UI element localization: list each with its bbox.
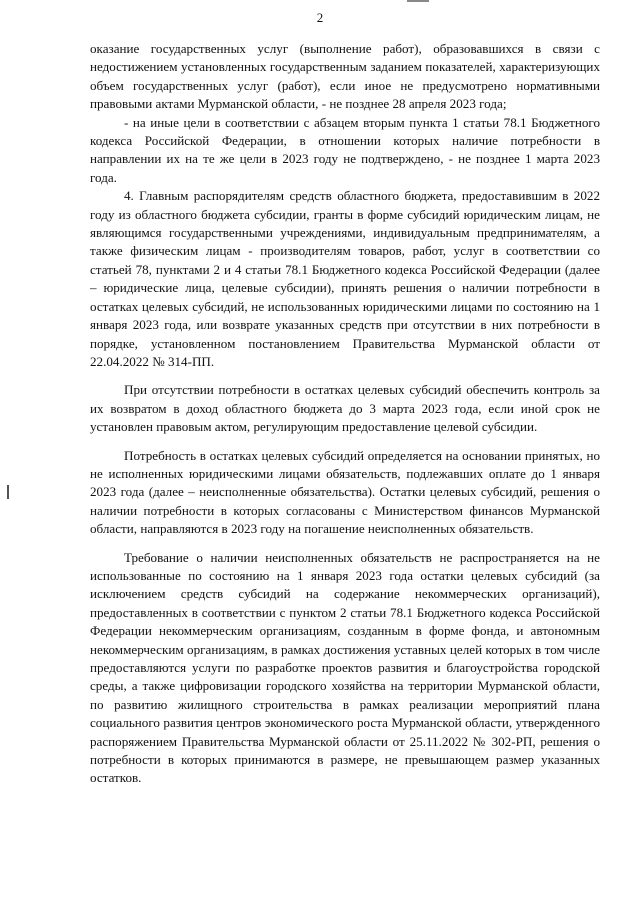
paragraph-return-control: При отсутствии потребности в остатках целевых субсидий обеспечить контроль за их возвратом в доход областного бюджета до 3 марта 2023 года, если иной срок не установлен правовым актом, регулирующим предоставление целевой субсидии. bbox=[90, 382, 600, 435]
page-number: 2 bbox=[316, 10, 324, 25]
scan-mark bbox=[407, 0, 429, 2]
paragraph-item-4: 4. Главным распорядителям средств областного бюджета, предоставившим в 2022 году из областного бюджета субсидии, гранты в форме субсидий юридическим лицам, не являющимся государственными учреждениями, индивидуальным предпринимателям, а также физическим лицам - производителям товаров, работ, услуг в соответствии со статьей 78, пунктами 2 и 4 статьи 78.1 Бюджетного кодекса Российской Федерации (далее – юридические лица, целевые субсидии), принять решения о наличии потребности в остатках целевых субсидий, не использованных юридическими лицами по состоянию на 1 января 2023 года, или возврате указанных средств при отсутствии в них потребности в порядке, установленном постановлением Правительства Мурманской области от 22.04.2022 № 314-ПП. bbox=[90, 188, 600, 369]
paragraph-need-determination: Потребность в остатках целевых субсидий определяется на основании принятых, но не исполненных юридическими лицами обязательств, подлежавших оплате до 1 января 2023 года (далее – неисполненные обязательства). Остатки целевых субсидий, решения о наличии потребности в которых согласованы с Министерством финансов Мурманской области, направляются в 2023 году на погашение неисполненных обязательств. bbox=[90, 447, 600, 537]
paragraph-requirement-exception: Требование о наличии неисполненных обязательств не распространяется на не использованные по состоянию на 1 января 2023 года остатки целевых субсидий (за исключением средств субсидий на содержание некоммерческих организаций), предоставленных в соответствии с пунктом 2 статьи 78.1 Бюджетного кодекса Российской Федерации некоммерческим организациям, созданным в форме фонда, и автономным некоммерческим организациям, в рамках достижения уставных целей которых в том числе предоставляются услуги по разработке проектов развития и благоустройства городской среды, а также цифровизации городского хозяйства на территории Мурманской области, по развитию жилищного строительства в рамках реализации мероприятий плана социального развития центров экономического роста Мурманской области, утвержденного распоряжением Правительства Мурманской области от 25.11.2022 № 302-РП, решения о потребности в которых принимаются в размере, не превышающем размер указанных остатков. bbox=[90, 549, 600, 786]
scan-mark bbox=[7, 485, 9, 499]
document-body bbox=[90, 40, 600, 788]
paragraph-other-purposes: - на иные цели в соответствии с абзацем вторым пункта 1 статьи 78.1 Бюджетного кодекса Российской Федерации, в отношении которых наличие потребности в направлении их на те же цели в 2023 году не подтверждено, - не позднее 1 марта 2023 года. bbox=[90, 114, 600, 185]
paragraph-continuation: оказание государственных услуг (выполнение работ), образовавшихся в связи с недостижением установленных государственным заданием показателей, характеризующих объем государственных услуг (работ), если иное не предусмотрено нормативными правовыми актами Мурманской области, - не позднее 28 апреля 2023 года; bbox=[90, 41, 600, 112]
